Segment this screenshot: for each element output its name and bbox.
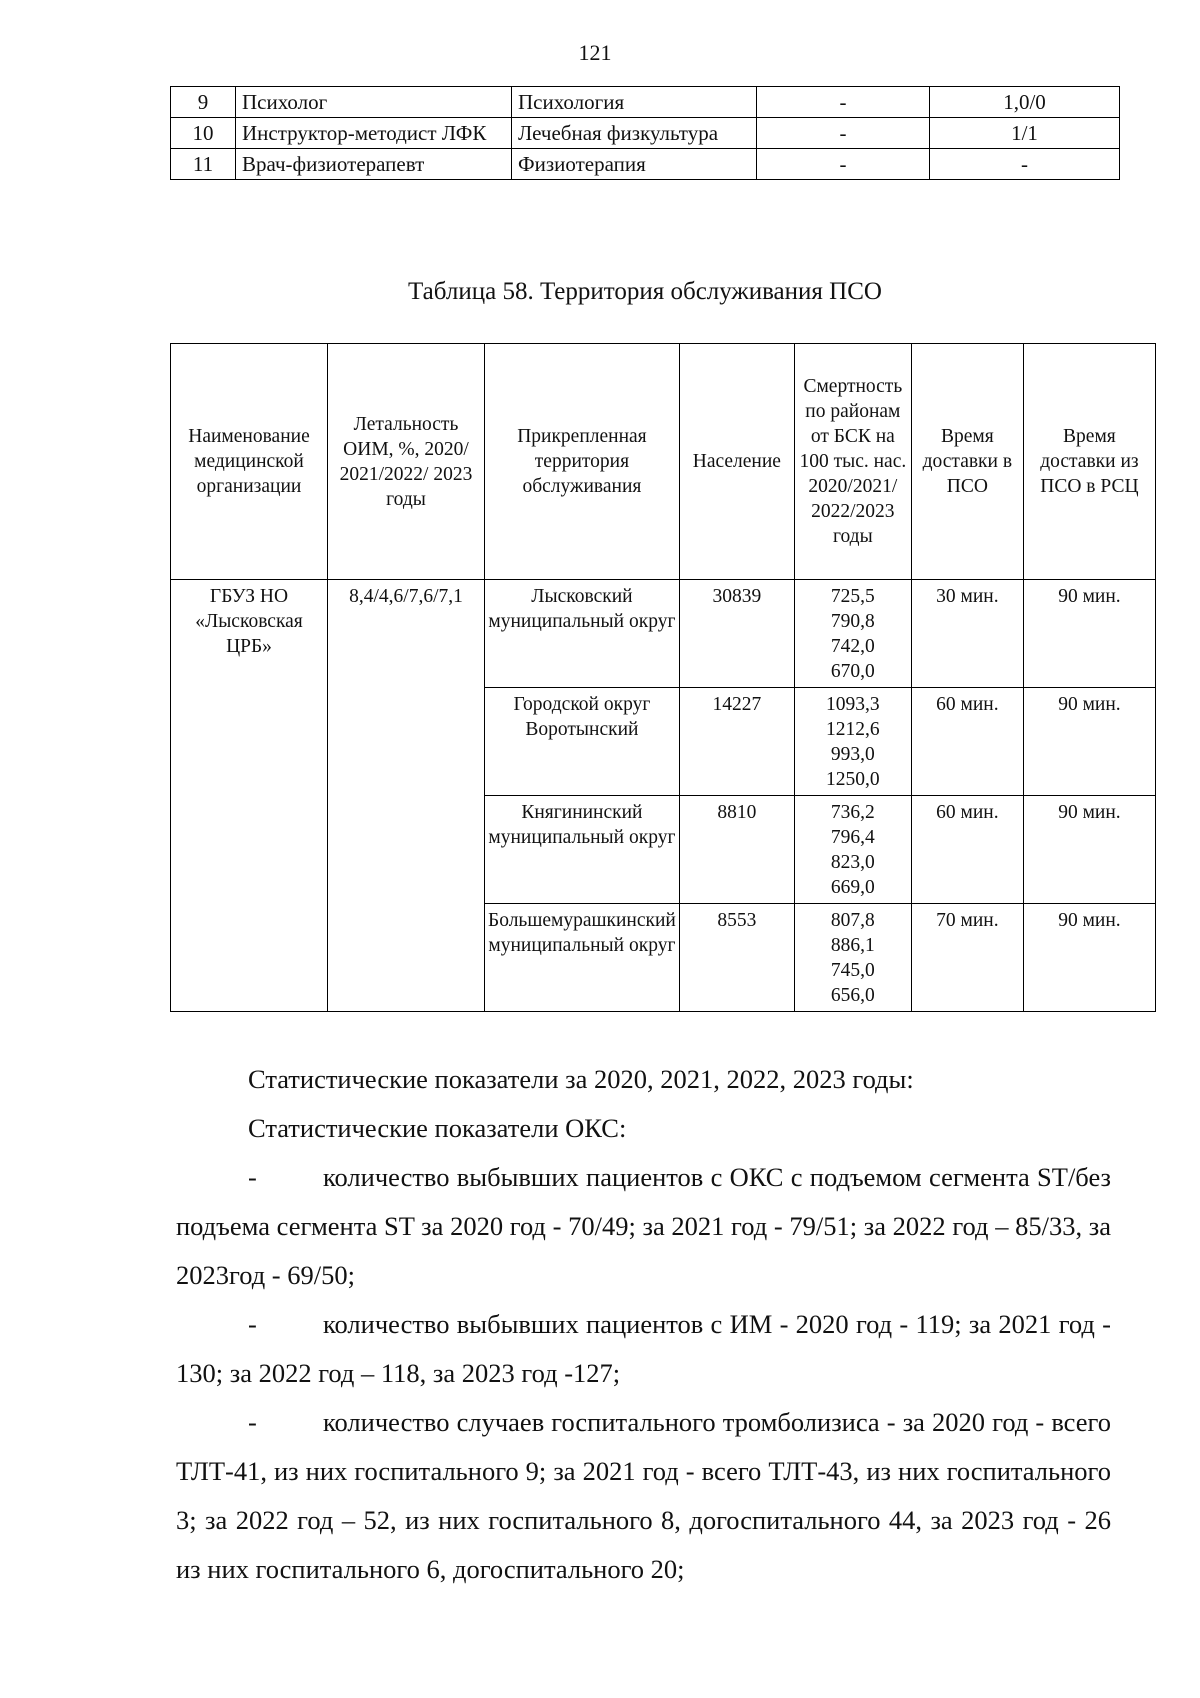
pso-territory-table bbox=[170, 343, 1156, 1012]
population-cell: 14227 bbox=[679, 688, 794, 796]
header-row bbox=[171, 344, 1156, 580]
value-cell: - bbox=[757, 118, 930, 149]
specialty-cell: Физиотерапия bbox=[512, 149, 757, 180]
bullet-dash: - bbox=[248, 1162, 257, 1192]
table-row bbox=[171, 149, 1120, 180]
lethality-cell: 8,4/4,6/7,6/7,1 bbox=[328, 580, 485, 1012]
position-cell: Врач-физиотерапевт bbox=[236, 149, 512, 180]
table-row bbox=[171, 580, 1156, 688]
oks-heading: Статистические показатели ОКС: bbox=[248, 1113, 627, 1143]
table-row bbox=[171, 118, 1120, 149]
population-cell: 30839 bbox=[679, 580, 794, 688]
delivery-pso-cell: 30 мин. bbox=[911, 580, 1023, 688]
value-cell: - bbox=[930, 149, 1120, 180]
row-number: 11 bbox=[171, 149, 236, 180]
mortality-cell: 725,5 790,8 742,0 670,0 bbox=[794, 580, 911, 688]
population-cell: 8553 bbox=[679, 904, 794, 1012]
bullet-dash: - bbox=[248, 1407, 257, 1437]
value-cell: - bbox=[757, 87, 930, 118]
header-lethality: Летальность ОИМ, %, 2020/ 2021/2022/ 2023 годы bbox=[328, 344, 485, 580]
specialty-cell: Психология bbox=[512, 87, 757, 118]
row-number: 10 bbox=[171, 118, 236, 149]
territory-cell: Городской округ Воротынский bbox=[485, 688, 680, 796]
header-org: Наименование медицинской организации bbox=[171, 344, 328, 580]
territory-cell: Большемурашкинский муниципальный округ bbox=[485, 904, 680, 1012]
header-mortality: Смертность по районам от БСК на 100 тыс. нас. 2020/2021/ 2022/2023 годы bbox=[794, 344, 911, 580]
org-cell: ГБУЗ НО «Лысковская ЦРБ» bbox=[171, 580, 328, 1012]
bullet-item bbox=[176, 1300, 1111, 1398]
header-delivery-pso: Время доставки в ПСО bbox=[911, 344, 1023, 580]
header-territory: Прикрепленная территория обслуживания bbox=[485, 344, 680, 580]
delivery-rsc-cell: 90 мин. bbox=[1023, 904, 1155, 1012]
staff-table-continuation bbox=[170, 86, 1120, 180]
territory-cell: Княгининский муниципальный округ bbox=[485, 796, 680, 904]
bullet-text: количество случаев госпитального тромболизиса - за 2020 год - всего ТЛТ-41, из них госпитального 9; за 2021 год - всего ТЛТ-43, из них госпитального 3; за 2022 год – 52, из них госпитального 8, догоспитального 44, за 2023 год - 26 из них госпитального 6, догоспитального 20; bbox=[176, 1407, 1111, 1584]
header-population: Население bbox=[679, 344, 794, 580]
bullet-text: количество выбывших пациентов с ИМ - 2020 год - 119; за 2021 год - 130; за 2022 год – 118, за 2023 год -127; bbox=[176, 1309, 1111, 1388]
delivery-pso-cell: 70 мин. bbox=[911, 904, 1023, 1012]
header-delivery-rsc: Время доставки из ПСО в РСЦ bbox=[1023, 344, 1155, 580]
bullet-item bbox=[176, 1398, 1111, 1594]
page-number: 121 bbox=[578, 40, 612, 65]
position-cell: Инструктор-методист ЛФК bbox=[236, 118, 512, 149]
delivery-rsc-cell: 90 мин. bbox=[1023, 580, 1155, 688]
mortality-cell: 1093,3 1212,6 993,0 1250,0 bbox=[794, 688, 911, 796]
bullet-item bbox=[176, 1153, 1111, 1300]
value-cell: - bbox=[757, 149, 930, 180]
table-caption: Таблица 58. Территория обслуживания ПСО bbox=[408, 278, 882, 305]
table-row bbox=[171, 87, 1120, 118]
stats-heading: Статистические показатели за 2020, 2021, 2022, 2023 годы: bbox=[248, 1064, 914, 1094]
delivery-pso-cell: 60 мин. bbox=[911, 796, 1023, 904]
bullet-dash: - bbox=[248, 1309, 257, 1339]
mortality-cell: 807,8 886,1 745,0 656,0 bbox=[794, 904, 911, 1012]
territory-cell: Лысковский муниципальный округ bbox=[485, 580, 680, 688]
delivery-rsc-cell: 90 мин. bbox=[1023, 796, 1155, 904]
delivery-pso-cell: 60 мин. bbox=[911, 688, 1023, 796]
bullet-text: количество выбывших пациентов с ОКС с подъемом сегмента ST/без подъема сегмента ST за 2020 год - 70/49; за 2021 год - 79/51; за 2022 год – 85/33, за 2023год - 69/50; bbox=[176, 1162, 1111, 1290]
row-number: 9 bbox=[171, 87, 236, 118]
specialty-cell: Лечебная физкультура bbox=[512, 118, 757, 149]
value-cell: 1/1 bbox=[930, 118, 1120, 149]
position-cell: Психолог bbox=[236, 87, 512, 118]
value-cell: 1,0/0 bbox=[930, 87, 1120, 118]
population-cell: 8810 bbox=[679, 796, 794, 904]
delivery-rsc-cell: 90 мин. bbox=[1023, 688, 1155, 796]
mortality-cell: 736,2 796,4 823,0 669,0 bbox=[794, 796, 911, 904]
